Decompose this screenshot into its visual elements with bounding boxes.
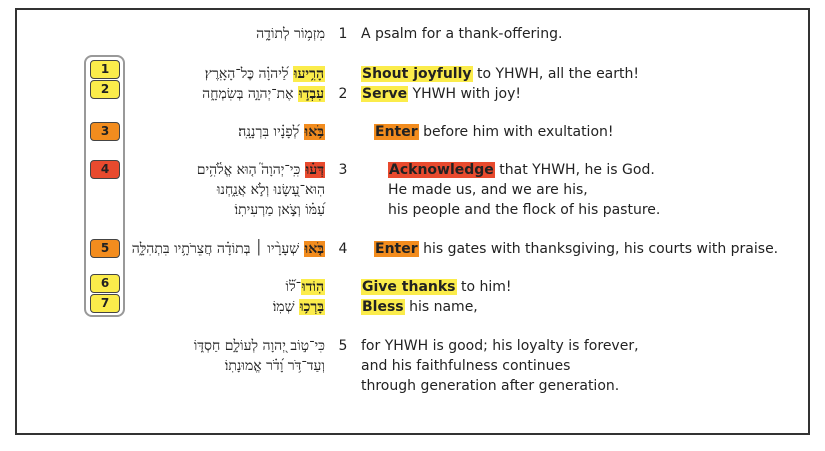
- hebrew-verb: בֹּ֤אוּ: [304, 241, 324, 257]
- hebrew-text: אֶת־יְהוָ֣ה בְּשִׂמְחָ֑ה: [202, 86, 298, 102]
- verse-number: 3: [338, 162, 348, 178]
- hebrew-line: [286, 277, 325, 297]
- english-text: to YHWH, all the earth!: [472, 66, 639, 82]
- hebrew-line: [197, 160, 325, 180]
- hebrew-text: לְ֝פָנָ֗יו בִּרְנָנָֽה׃: [238, 124, 304, 140]
- hebrew-verb: דְּע֗וּ: [305, 162, 324, 178]
- english-line: A psalm for a thank-offering.: [361, 26, 563, 42]
- english-verb: Shout joyfully: [362, 66, 472, 82]
- command-badge-1: 1: [90, 60, 120, 79]
- english-verb: Give thanks: [362, 279, 456, 295]
- english-verb: Enter: [375, 124, 418, 140]
- english-verb: Bless: [362, 299, 404, 315]
- command-badge-6: 6: [90, 274, 120, 293]
- english-line: [361, 297, 478, 317]
- verse-number: 5: [338, 338, 348, 354]
- verse-number: 1: [338, 26, 348, 42]
- english-line: [361, 84, 521, 104]
- english-line: [374, 122, 614, 142]
- hebrew-text: ־ל֝֗וֹ: [285, 279, 302, 295]
- hebrew-text: לַ֝יהוָ֗ה כׇּל־הָאָֽרֶץ׃: [204, 66, 293, 82]
- command-badge-5: 5: [90, 239, 120, 258]
- hebrew-line: [205, 64, 325, 84]
- english-text: his name,: [404, 299, 478, 315]
- hebrew-line: הֽוּא־עָ֭שָׂנוּ וְלֹ֣א אֲנַ֑חְנוּ: [216, 182, 325, 198]
- english-line: [374, 239, 778, 259]
- command-badge-3: 3: [90, 122, 120, 141]
- hebrew-text: שְׁמֽוֹ׃: [272, 299, 299, 315]
- hebrew-line: [202, 84, 325, 104]
- hebrew-line: עַ֝מּ֗וֹ וְצֹ֣אן מַרְעִיתֽוֹ׃: [234, 202, 325, 218]
- english-text: that YHWH, he is God.: [494, 162, 655, 178]
- english-line: [361, 64, 639, 84]
- english-line: through generation after generation.: [361, 378, 620, 394]
- english-line: and his faithfulness continues: [361, 358, 571, 374]
- verse-number: 2: [338, 86, 348, 102]
- hebrew-verb: הֽוֹדוּ: [302, 279, 324, 295]
- english-text: before him with exultation!: [418, 124, 614, 140]
- hebrew-verb: בֹּ֥אוּ: [304, 124, 324, 140]
- hebrew-line: מִזְמ֥וֹר לְתוֹדָ֑ה: [256, 26, 325, 42]
- hebrew-verb: הָרִ֥יעוּ: [293, 66, 324, 82]
- english-line: his people and the flock of his pasture.: [388, 202, 661, 218]
- hebrew-text: כִּֽי־יְהוָה֮ ה֤וּא אֱלֹ֫הִ֥ים: [196, 162, 305, 178]
- hebrew-line: [132, 239, 325, 259]
- english-text: his gates with thanksgiving, his courts with praise.: [418, 241, 779, 257]
- english-text: to him!: [456, 279, 512, 295]
- english-line: He made us, and we are his,: [388, 182, 588, 198]
- english-text: YHWH with joy!: [408, 86, 521, 102]
- english-line: [361, 277, 511, 297]
- hebrew-line: [238, 122, 325, 142]
- english-line: [388, 160, 655, 180]
- hebrew-verb: עִבְד֣וּ: [299, 86, 324, 102]
- english-verb: Enter: [375, 241, 418, 257]
- command-badge-4: 4: [90, 160, 120, 179]
- hebrew-text: שְׁעָרָ֨יו ׀ בְּתוֹדָ֗ה חֲצֵרֹתָ֥יו בִּתְהִלָּ֑ה: [131, 241, 304, 257]
- command-badge-7: 7: [90, 294, 120, 313]
- hebrew-verb: בָּרְכ֥וּ: [299, 299, 324, 315]
- english-verb: Serve: [362, 86, 408, 102]
- hebrew-line: כִּי־ט֣וֹב יְ֭הוָה לְעוֹלָ֣ם חַסְדּ֑וֹ: [193, 338, 325, 354]
- hebrew-line: [273, 297, 325, 317]
- command-badge-2: 2: [90, 80, 120, 99]
- english-verb: Acknowledge: [389, 162, 494, 178]
- english-line: for YHWH is good; his loyalty is forever,: [361, 338, 639, 354]
- verse-number: 4: [338, 241, 348, 257]
- hebrew-line: וְעַד־דֹּ֥ר וָ֝דֹ֗ר אֱמוּנָתֽוֹ׃: [224, 358, 325, 374]
